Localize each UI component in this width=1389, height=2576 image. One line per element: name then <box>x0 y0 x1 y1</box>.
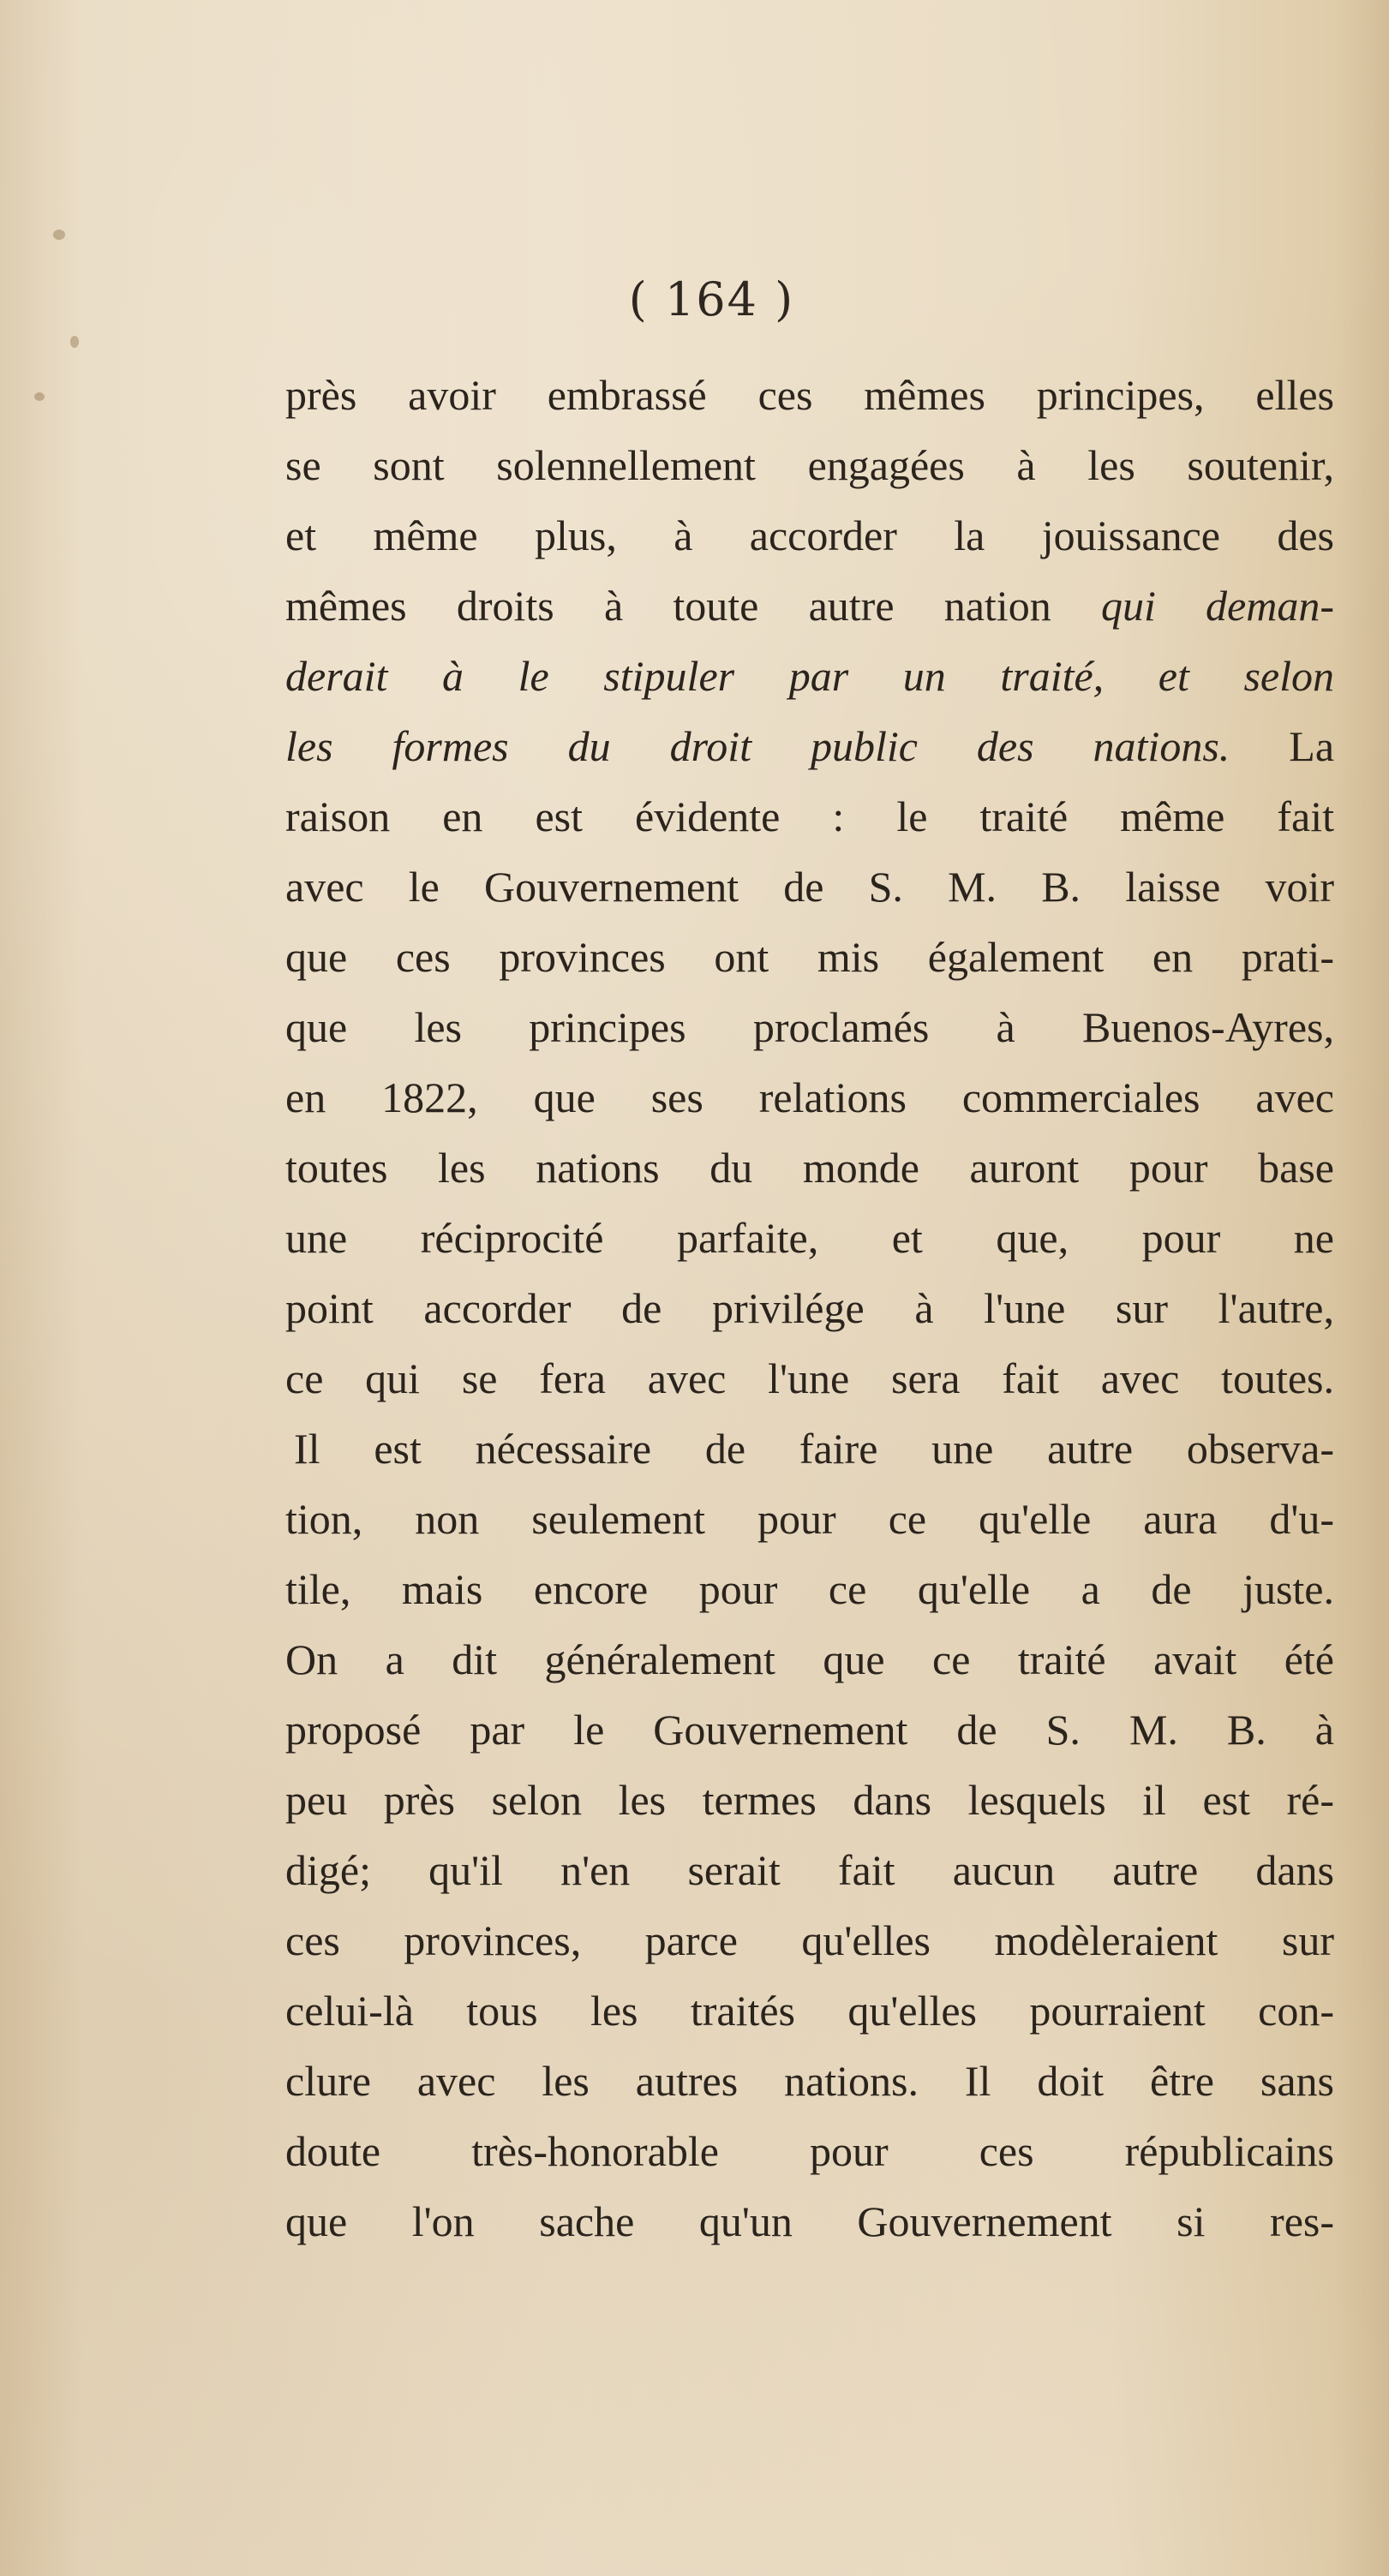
text-line: tion, non seulement pour ce qu'elle aura d'u- <box>285 1495 1334 1543</box>
text-line: peu près selon les termes dans lesquels il est ré- <box>285 1776 1334 1824</box>
paragraph-start-line: Il est nécessaire de faire une autre observa- <box>294 1425 1334 1473</box>
text-segment: mêmes droits à toute autre nation <box>285 582 1101 630</box>
text-line: clure avec les autres nations. Il doit être sans <box>285 2057 1334 2105</box>
text-line-mixed <box>285 571 1334 641</box>
text-line: et même plus, à accorder la jouissance des <box>285 511 1334 559</box>
text-line: près avoir embrassé ces mêmes principes, elles <box>285 371 1334 419</box>
text-line: que les principes proclamés à Buenos-Ayres, <box>285 1003 1334 1051</box>
text-line: se sont solennellement engagées à les soutenir, <box>285 441 1334 489</box>
page-number: ( 164 ) <box>628 272 795 326</box>
text-line: point accorder de privilége à l'une sur l'autre, <box>285 1284 1334 1332</box>
foxing-spot <box>53 230 65 240</box>
text-line: tile, mais encore pour ce qu'elle a de juste. <box>285 1565 1334 1613</box>
text-line: ces provinces, parce qu'elles modèleraient sur <box>285 1916 1334 1964</box>
text-line: que ces provinces ont mis également en prati- <box>285 933 1334 981</box>
text-line: doute très-honorable pour ces républicains <box>285 2127 1334 2175</box>
text-line: ce qui se fera avec l'une sera fait avec toutes. <box>285 1354 1334 1402</box>
text-line: que l'on sache qu'un Gouvernement si res- <box>285 2197 1334 2245</box>
text-line: celui-là tous les traités qu'elles pourraient con- <box>285 1987 1334 2035</box>
text-line: On a dit généralement que ce traité avait été <box>285 1635 1334 1683</box>
body-text <box>285 360 1334 2256</box>
italic-segment: qui deman- <box>1100 582 1335 630</box>
text-line: raison en est évidente : le traité même fait <box>285 792 1334 840</box>
foxing-spot <box>70 336 79 348</box>
text-line-mixed <box>285 711 1334 781</box>
foxing-spot <box>34 392 45 401</box>
text-line: toutes les nations du monde auront pour base <box>285 1144 1334 1192</box>
italic-segment: les formes du droit public des nations. <box>285 722 1230 770</box>
text-line: en 1822, que ses relations commerciales avec <box>285 1073 1334 1121</box>
text-line: digé; qu'il n'en serait fait aucun autre dans <box>285 1846 1334 1894</box>
text-line: avec le Gouvernement de S. M. B. laisse voir <box>285 863 1334 911</box>
text-line-italic: derait à le stipuler par un traité, et selon <box>285 652 1334 700</box>
text-line: proposé par le Gouvernement de S. M. B. à <box>285 1706 1334 1754</box>
text-line: une réciprocité parfaite, et que, pour ne <box>285 1214 1334 1262</box>
text-segment: La <box>1230 722 1335 770</box>
